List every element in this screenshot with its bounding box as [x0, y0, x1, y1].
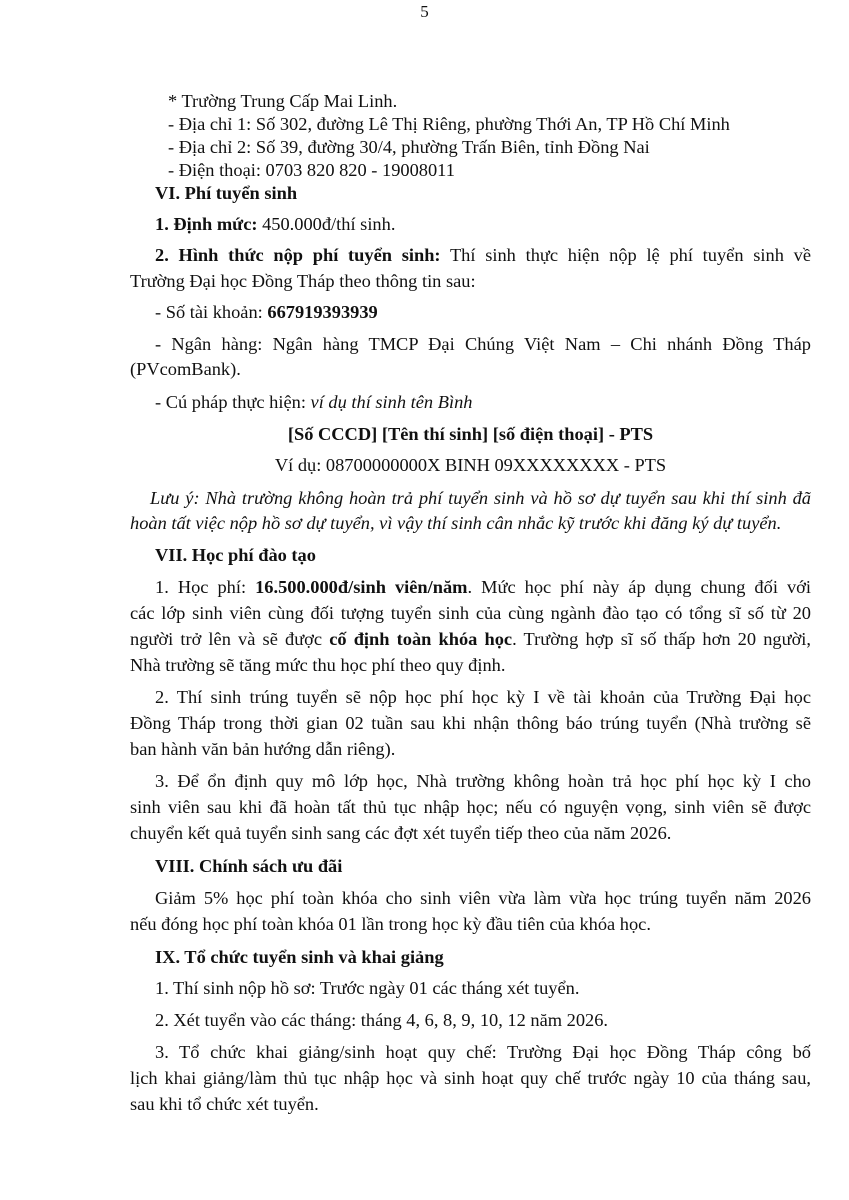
- campus-name: * Trường Trung Cấp Mai Linh.: [168, 91, 398, 111]
- no-refund-policy-l3: chuyển kết quả tuyển sinh sang các đợt xét tuyển tiếp theo của năm 2026.: [130, 823, 672, 843]
- tuition-fee-l4: Nhà trường sẽ tăng mức thu học phí theo quy định.: [130, 655, 506, 675]
- opening-ceremony: 3. Tổ chức khai giảng/sinh hoạt quy chế: Trường Đại học Đồng Tháp công bố: [155, 1042, 811, 1062]
- section-7-heading: VII. Học phí đào tạo: [155, 545, 316, 565]
- tuition-fee: 1. Học phí: 16.500.000đ/sinh viên/năm. Mức học phí này áp dụng chung đối với: [155, 577, 811, 597]
- opening-ceremony-l2: lịch khai giảng/làm thủ tục nhập học và sinh hoạt quy chế trước ngày 10 của tháng sau,: [130, 1068, 811, 1088]
- submission-deadline: 1. Thí sinh nộp hồ sơ: Trước ngày 01 các tháng xét tuyển.: [155, 978, 580, 998]
- bank-name: - Ngân hàng: Ngân hàng TMCP Đại Chúng Việt Nam – Chi nhánh Đồng Tháp: [155, 334, 811, 354]
- opening-ceremony-l3: sau khi tổ chức xét tuyển.: [130, 1094, 319, 1114]
- account-number: - Số tài khoản: 667919393939: [155, 302, 378, 322]
- tuition-payment-l3: ban hành văn bản hướng dẫn riêng).: [130, 739, 396, 759]
- syntax-label: - Cú pháp thực hiện: ví dụ thí sinh tên Bình: [155, 392, 473, 412]
- payment-method-cont: Trường Đại học Đồng Tháp theo thông tin sau:: [130, 271, 476, 291]
- discount-policy: Giảm 5% học phí toàn khóa cho sinh viên vừa làm vừa học trúng tuyển năm 2026: [155, 888, 811, 908]
- admission-months: 2. Xét tuyển vào các tháng: tháng 4, 6, 8, 9, 10, 12 năm 2026.: [155, 1010, 609, 1030]
- no-refund-policy-l2: sinh viên sau khi đã hoàn tất thủ tục nhập học; nếu có nguyện vọng, sinh viên sẽ được: [130, 797, 811, 817]
- tuition-payment: 2. Thí sinh trúng tuyển sẽ nộp học phí học kỳ I về tài khoản của Trường Đại học: [155, 687, 811, 707]
- section-9-heading: IX. Tổ chức tuyển sinh và khai giảng: [155, 947, 444, 967]
- section-8-heading: VIII. Chính sách ưu đãi: [155, 856, 343, 876]
- refund-note: Lưu ý: Nhà trường không hoàn trả phí tuyển sinh và hồ sơ dự tuyển sau khi thí sinh đã: [150, 488, 811, 508]
- tuition-payment-l2: Đồng Tháp trong thời gian 02 tuần sau khi nhận thông báo trúng tuyển (Nhà trường sẽ: [130, 713, 811, 733]
- section-6-heading: VI. Phí tuyển sinh: [155, 183, 298, 203]
- page-number: 5: [420, 2, 429, 21]
- refund-note-cont: hoàn tất việc nộp hồ sơ dự tuyển, vì vậy thí sinh cân nhắc kỹ trước khi đăng ký dự tuyển.: [130, 513, 782, 533]
- discount-policy-l2: nếu đóng học phí toàn khóa 01 lần trong học kỳ đầu tiên của khóa học.: [130, 914, 651, 934]
- campus-address-1: - Địa chỉ 1: Số 302, đường Lê Thị Riêng, phường Thới An, TP Hồ Chí Minh: [168, 114, 730, 134]
- payment-method: 2. Hình thức nộp phí tuyển sinh: Thí sinh thực hiện nộp lệ phí tuyển sinh về: [155, 245, 811, 265]
- syntax-format: [Số CCCD] [Tên thí sinh] [số điện thoại] - PTS: [287, 424, 654, 444]
- syntax-example: Ví dụ: 08700000000X BINH 09XXXXXXXX - PTS: [274, 455, 667, 475]
- no-refund-policy: 3. Để ổn định quy mô lớp học, Nhà trường không hoàn trả học phí học kỳ I cho: [155, 771, 811, 791]
- campus-address-2: - Địa chỉ 2: Số 39, đường 30/4, phường Trấn Biên, tỉnh Đồng Nai: [168, 137, 650, 157]
- tuition-fee-l2: các lớp sinh viên cùng đối tượng tuyển sinh của cùng ngành đào tạo có tổng sĩ số từ 20: [130, 603, 811, 623]
- tuition-fee-l3: người trở lên và sẽ được cố định toàn khóa học. Trường hợp sĩ số thấp hơn 20 người,: [130, 629, 811, 649]
- campus-phone: - Điện thoại: 0703 820 820 - 19008011: [168, 160, 455, 180]
- bank-name-cont: (PVcomBank).: [130, 359, 241, 379]
- admission-fee-rate: 1. Định mức: 450.000đ/thí sinh.: [155, 214, 396, 234]
